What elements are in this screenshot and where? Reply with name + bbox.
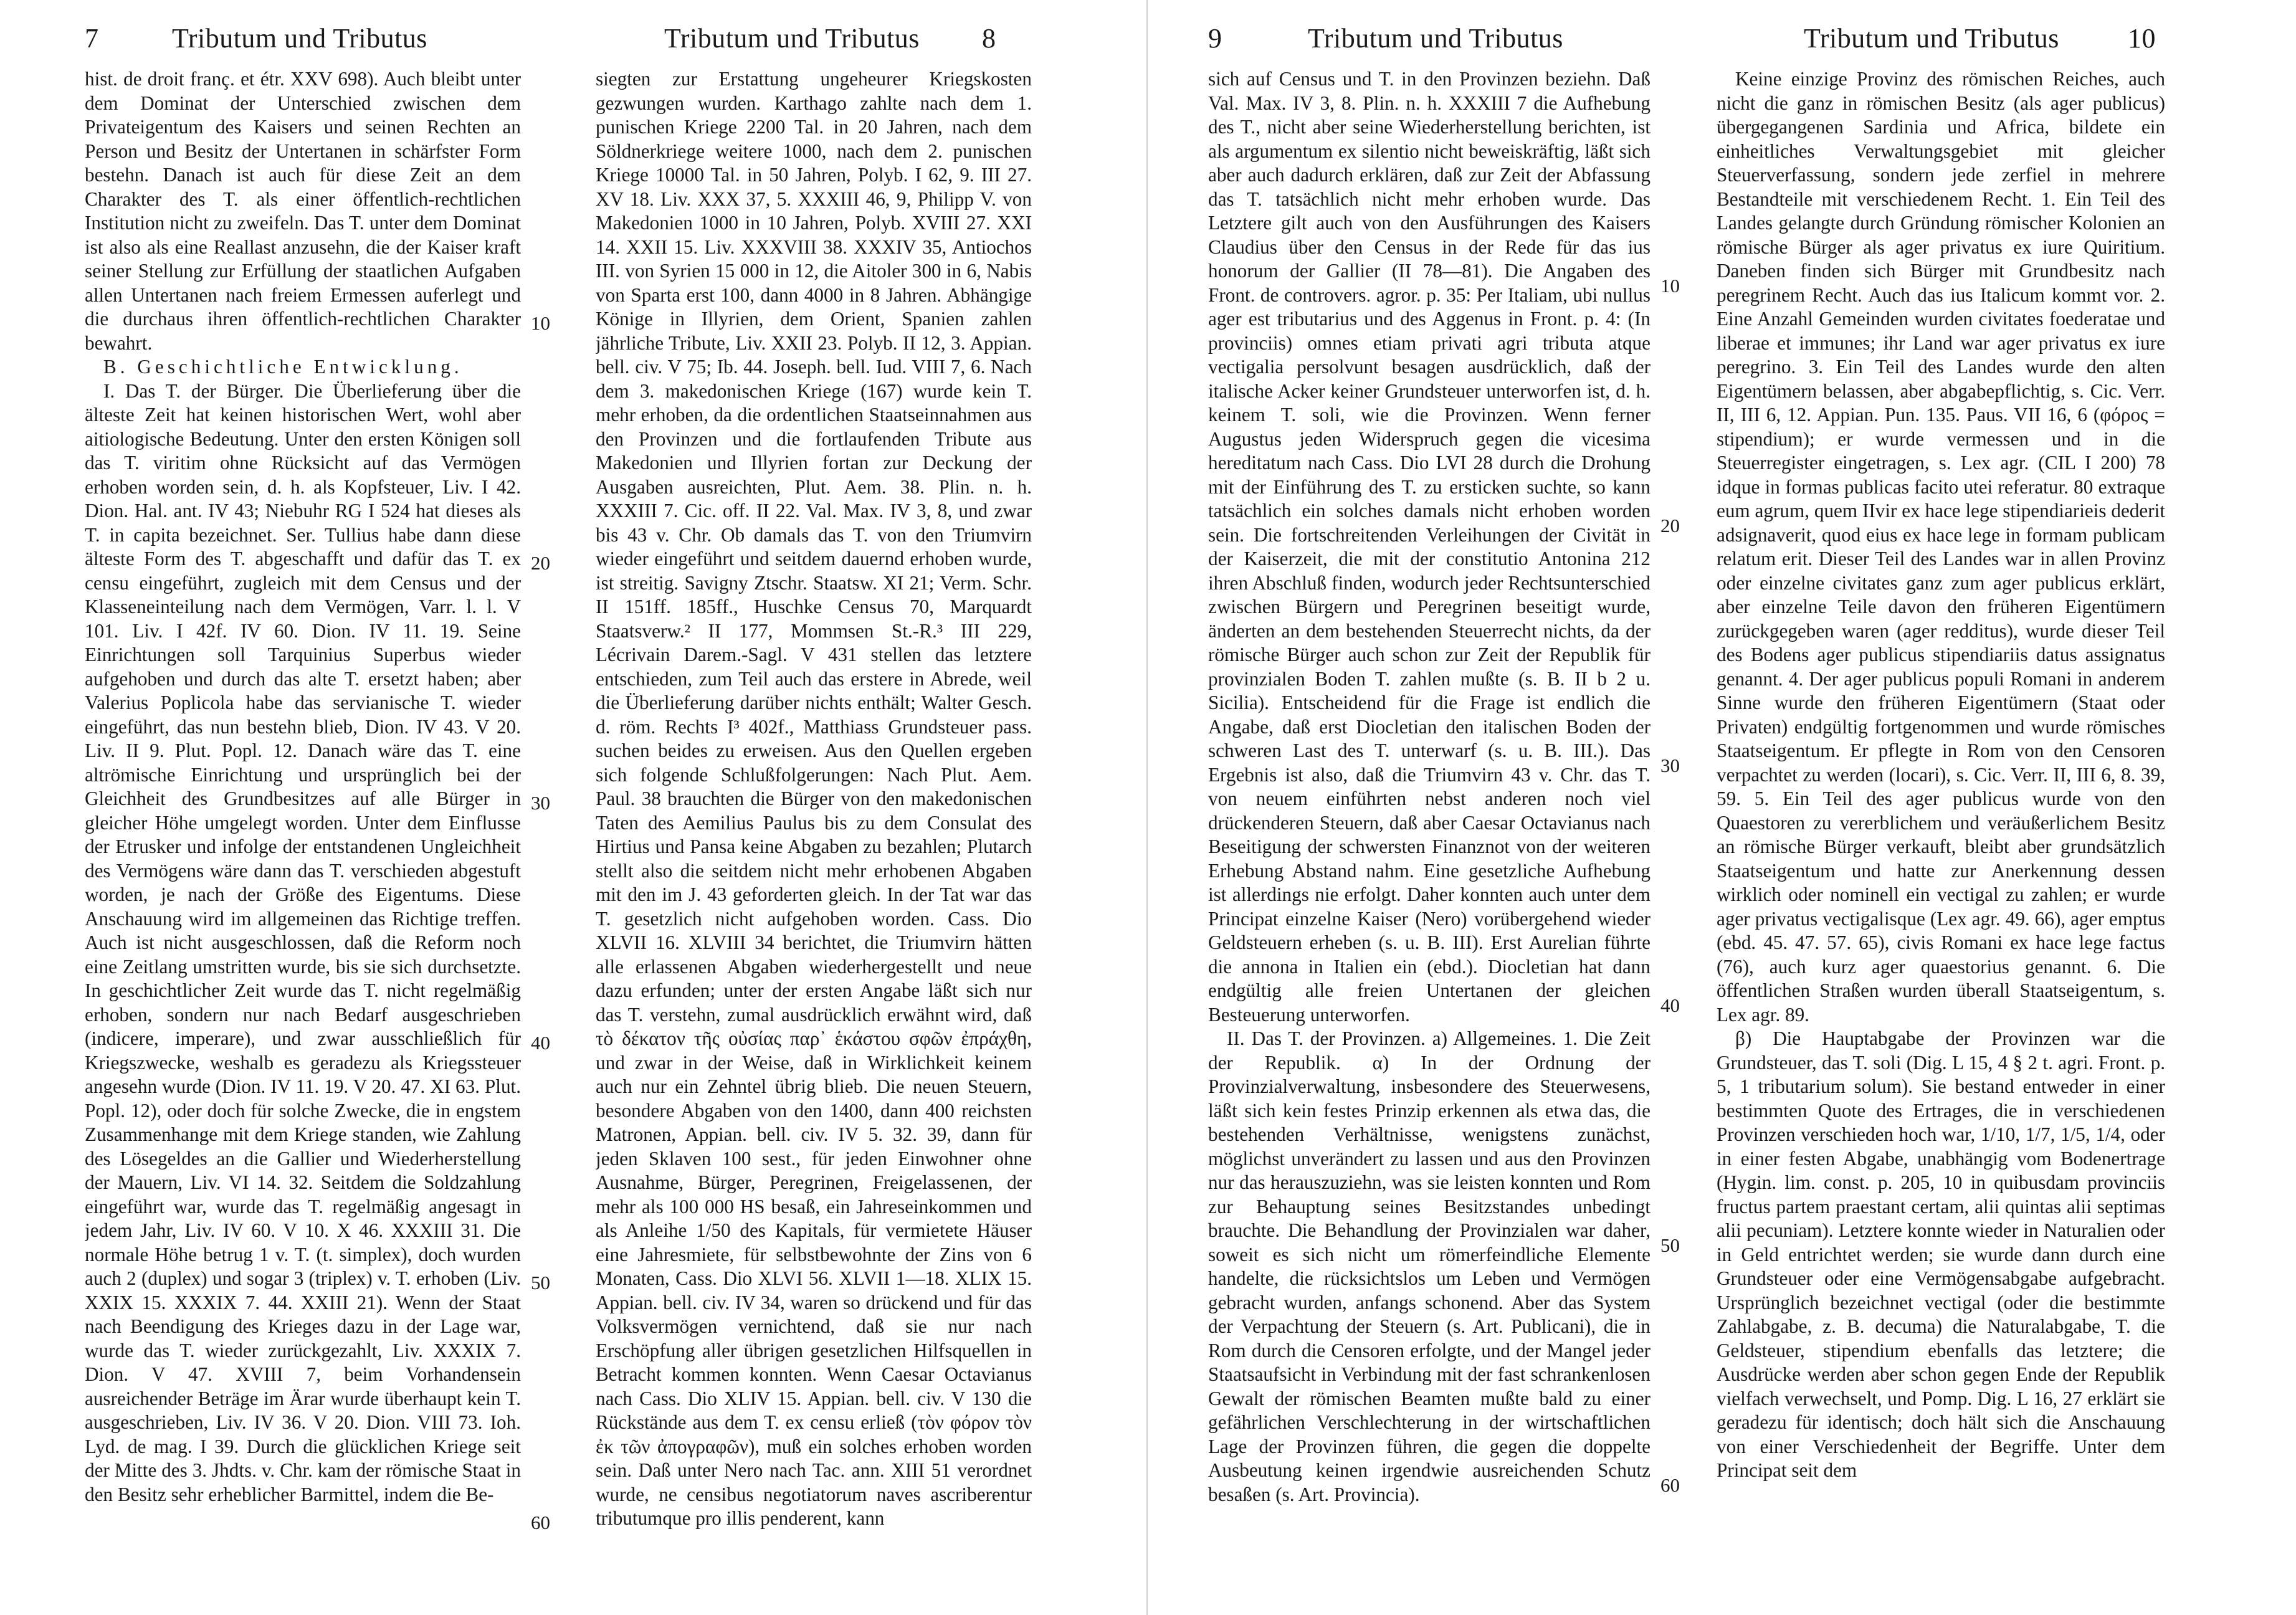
column-number: 7	[85, 23, 99, 54]
line-number: 60	[531, 1512, 550, 1533]
column-text	[1208, 67, 1651, 1603]
column-10	[1717, 0, 2165, 1615]
column-number: 10	[2128, 23, 2156, 54]
running-title: Tributum und Tributus	[1308, 23, 1563, 54]
column-header	[1208, 20, 1651, 57]
line-number: 50	[531, 1272, 550, 1293]
right-scan-page	[1148, 0, 2296, 1615]
line-number: 40	[531, 1032, 550, 1054]
paragraph: II. Das T. der Provinzen. a) Allgemeines. 1. Die Zeit der Republik. α) In der Ordnung der Provinzialverwaltung, insbesondere des Steuerwesens, läßt sich kein festes Prinzip erkennen als etwa das, die bestehenden Verhältnisse, wenigstens zunächst, möglichst unverändert zu lassen und aus den Provinzen nur das herauszuziehn, was sie leisten konnten und Rom zur Behauptung seines Besitzstandes unbedingt brauchte. Die Behandlung der Provinzialen war daher, soweit es sich nicht um römerfeindliche Elemente handelte, die rücksichtslos um Leben und Vermögen gebracht wurden, anfangs schonend. Aber das System der Verpachtung der Steuern (s. Art. Publicani), die in Rom durch die Censoren erfolgte, und der Mangel jeder Staatsaufsicht in Verbindung mit der fast schrankenlosen Gewalt der römischen Beamten mußte bald zu einer gefährlichen Verschlechterung in der wirtschaftlichen Lage der Provinzen führen, die gegen die doppelte Ausbeutung keinen irgendwie ausreichenden Schutz besaßen (s. Art. Provincia).	[1208, 1027, 1651, 1505]
paragraph: β) Die Hauptabgabe der Provinzen war die Grundsteuer, das T. soli (Dig. L 15, 4 § 2 t. agri. Front. p. 5, 1 tributarium solum). Sie bestand entweder in einer bestimmten Quote des Ertrages, die in verschiedenen Provinzen verschieden hoch war, 1/10, 1/7, 1/5, 1/4, oder in einer festen Abgabe, unabhängig vom Bodenertrage (Hygin. lim. const. p. 205, 10 in quibusdam provinciis fructus partem praestant certam, alii quintas alii septimas alii pecuniam). Letztere konnte wieder in Naturalien oder in Geld entrichtet werden; sie wurde dann durch eine Grundsteuer oder eine Vermögensabgabe aufgebracht. Ursprünglich bezeichnet vectigal (oder die bestimmte Zahlabgabe, z. B. decuma) die Naturalabgabe, T. die Geldsteuer, stipendium ebenfalls das letztere; die Ausdrücke werden aber schon gegen Ende der Republik vielfach verwechselt, und Pomp. Dig. L 16, 27 erklärt sie geradezu für identisch; doch hält sich die Anschauung von einer Verschiedenheit der Begriffe. Unter dem Principat seit dem	[1717, 1027, 2165, 1481]
paragraph: siegten zur Erstattung ungeheurer Kriegskosten gezwungen wurden. Karthago zahlte nach dem 1. punischen Kriege 2200 Tal. in 20 Jahren, nach dem Söldnerkriege weitere 1000, nach dem 2. punischen Kriege 10000 Tal. in 50 Jahren, Polyb. I 62, 9. III 27. XV 18. Liv. XXX 37, 5. XXXIII 46, 9, Philipp V. von Makedonien 1000 in 10 Jahren, Polyb. XVIII 27. XXI 14. XXII 15. Liv. XXXVIII 38. XXXIV 35, Antiochos III. von Syrien 15 000 in 12, die Aitoler 300 in 6, Nabis von Sparta erst 100, dann 4000 in 8 Jahren. Abhängige Könige in Illyrien, dem Orient, Spanien zahlen jährliche Tribute, Liv. XXII 23. Polyb. II 12, 3. Appian. bell. civ. V 75; Ib. 44. Joseph. bell. Iud. VIII 7, 6. Nach dem 3. makedonischen Kriege (167) wurde kein T. mehr erhoben, da die ordentlichen Staatseinnahmen aus den Provinzen und die fortlaufenden Tribute aus Makedonien und Illyrien fortan zur Deckung der Ausgaben ausreichten, Plut. Aem. 38. Plin. n. h. XXXIII 7. Cic. off. II 22. Val. Max. IV 3, 8, und zwar bis 43 v. Chr. Ob damals das T. von den Triumvirn wieder eingeführt und seitdem dauernd erhoben wurde, ist streitig. Savigny Ztschr. Staatsw. XI 21; Verm. Schr. II 151ff. 185ff., Huschke Census 70, Marquardt Staatsverw.² II 177, Mommsen St.-R.³ III 229, Lécrivain Darem.-Sagl. V 431 stellen das letztere entschieden, zum Teil auch das erstere in Abrede, weil die Überlieferung darüber nichts enthält; Walter Gesch. d. röm. Rechts I³ 402f., Matthiass Grundsteuer pass. suchen beides zu erweisen. Aus den Quellen ergeben sich folgende Schlußfolgerungen: Nach Plut. Aem. Paul. 38 brauchten die Bürger von den makedonischen Taten des Aemilius Paulus bis zu dem Consulat des Hirtius und Pansa keine Abgaben zu bezahlen; Plutarch stellt also die seitdem nicht mehr erhobenen Abgaben mit den im J. 43 geforderten gleich. In der Tat war das T. gesetzlich nicht aufgehoben worden. Cass. Dio XLVII 16. XLVIII 34 berichtet, die Triumvirn hätten alle erlassenen Abgaben wiederhergestellt und neue dazu erfunden; unter der ersten Angabe läßt sich nur das T. verstehn, zumal ausdrücklich erwähnt wird, daß τὸ δέκατον τῆς οὐσίας παρ᾽ ἑκάστου σφῶν ἐπράχθη, und zwar in der Weise, daß in Wirklichkeit keinem auch nur ein Zehntel übrig blieb. Die neuen Steuern, besondere Abgaben von den 1400, dann 400 reichsten Matronen, Appian. bell. civ. IV 5. 32. 39, dann für jeden Sklaven 100 sest., für jeden Einwohner ohne Ausnahme, Bürger, Peregrinen, Freigelassenen, der mehr als 100 000 HS besaß, ein Jahreseinkommen und als Anleihe 1/50 des Kapitals, für vermietete Häuser eine Jahresmiete, für selbstbewohnte der Zins von 6 Monaten, Cass. Dio XLVI 56. XLVII 1—18. XLIX 15. Appian. bell. civ. IV 34, waren so drückend und für das Volksvermögen vernichtend, daß sie nur nach Erschöpfung aller übrigen gesetzlichen Hilfsquellen in Betracht kommen konnten. Wenn Caesar Octavianus nach Cass. Dio XLIV 15. Appian. bell. civ. V 130 die Rückstände aus dem T. ex censu erließ (τὸν φόρον τὸν ἐκ τῶν ἀπογραφῶν), muß ein solches erhoben worden sein. Daß unter Nero nach Tac. ann. XIII 51 verordnet wurde, ne censibus negotiatorum naves ascriberentur tributumque pro illis penderent, kann	[596, 68, 1032, 1529]
running-title: Tributum und Tributus	[172, 23, 427, 54]
column-text	[1717, 67, 2165, 1603]
line-number: 10	[531, 312, 550, 334]
column-number: 8	[982, 23, 996, 54]
line-number: 10	[1660, 275, 1680, 297]
running-title: Tributum und Tributus	[664, 23, 920, 54]
column-text	[85, 67, 521, 1603]
paragraph: I. Das T. der Bürger. Die Überlieferung über die älteste Zeit hat keinen historischen Wert, wohl aber aitiologische Bedeutung. Unter den ersten Königen soll das T. viritim ohne Rücksicht auf das Vermögen erhoben worden sein, d. h. als Kopfsteuer, Liv. I 42. Dion. Hal. ant. IV 43; Niebuhr RG I 524 hat dieses als T. in capita bezeichnet. Ser. Tullius habe dann diese älteste Form des T. abgeschafft und dafür das T. ex censu eingeführt, zugleich mit dem Census und der Klasseneinteilung nach dem Vermögen, Varr. l. l. V 101. Liv. I 42f. IV 60. Dion. IV 11. 19. Seine Einrichtungen soll Tarquinius Superbus wieder aufgehoben und durch das alte T. ersetzt haben; aber Valerius Poplicola habe das servianische T. wieder eingeführt, das nun bestehn blieb, Dion. IV 43. V 20. Liv. II 9. Plut. Popl. 12. Danach wäre das T. eine altrömische Einrichtung und ursprünglich bei der Gleichheit des Grundbesitzes auf alle Bürger in gleicher Höhe umgelegt worden. Unter dem Einflusse der Etrusker und infolge der entstandenen Ungleichheit des Vermögens wäre dann das T. verschieden abgestuft worden, je nach der Größe des Eigentums. Diese Anschauung wird im allgemeinen das Richtige treffen. Auch ist nicht ausgeschlossen, daß die Reform noch eine Zeitlang umstritten wurde, bis sie sich durchsetzte. In geschichtlicher Zeit wurde das T. nicht regelmäßig erhoben, sondern nur nach Bedarf ausgeschrieben (indicere, imperare), und zwar ausschließlich für Kriegszwecke, weshalb es geradezu als Kriegssteuer angesehn wurde (Dion. IV 11. 19. V 20. 47. XI 63. Plut. Popl. 12), oder doch für solche Zwecke, die in engstem Zusammenhange mit dem Kriege standen, wie Zahlung des Lösegeldes an die Gallier und Wiederherstellung der Mauern, Liv. VI 14. 32. Seitdem die Soldzahlung eingeführt war, wurde das T. regelmäßig angesagt in jedem Jahr, Liv. IV 60. V 10. X 46. XXXIII 31. Die normale Höhe betrug 1 v. T. (t. simplex), doch wurden auch 2 (duplex) und sogar 3 (triplex) v. T. erhoben (Liv. XXIX 15. XXXIX 7. 44. XXIII 21). Wenn der Staat nach Beendigung des Krieges dazu in der Lage war, wurde das T. wieder zurückgezahlt, Liv. XXXIX 7. Dion. V 47. XVIII 7, beim Vorhandensein ausreichender Beträge im Ärar wurde überhaupt kein T. ausgeschrieben, Liv. IV 36. V 20. Dion. VIII 73. Ioh. Lyd. de mag. I 39. Durch die glücklichen Kriege seit der Mitte des 3. Jhdts. v. Chr. kam der römische Staat in den Besitz sehr erheblicher Barmittel, indem die Be-	[85, 379, 521, 1505]
line-number: 50	[1660, 1234, 1680, 1256]
paragraph: hist. de droit franç. et étr. XXV 698). Auch bleibt unter dem Dominat der Unterschied zwischen dem Privateigentum des Kaisers und seinen Rechten an Person und Besitz der Untertanen in schärfster Form bestehn. Danach ist auch für diese Zeit an dem Charakter des T. als einer öffentlich-rechtlichen Institution nicht zu zweifeln. Das T. unter dem Dominat ist also als eine Reallast anzusehn, die der Kaiser kraft seiner Stellung zur Erfüllung der staatlichen Aufgaben allen Untertanen nach freiem Ermessen auferlegt und die durchaus ihren öffentlich-rechtlichen Charakter bewahrt.	[85, 68, 521, 354]
line-number: 40	[1660, 994, 1680, 1016]
line-number: 20	[1660, 515, 1680, 536]
column-7	[85, 0, 521, 1615]
column-header	[596, 20, 1032, 57]
paragraph: Keine einzige Provinz des römischen Reiches, auch nicht die ganz in römischen Besitz (als ager publicus) übergegangenen Sardinia und Africa, bildete ein einheitliches Verwaltungsgebiet mit gleicher Steuerverfassung, sondern jede zerfiel in mehrere Bestandteile mit verschiedenem Recht. 1. Ein Teil des Landes gelangte durch Gründung römischer Kolonien an römische Bürger als ager privatus ex iure Quiritium. Daneben finden sich Bürger mit Grundbesitz nach peregrinem Recht. Auch das ius Italicum kommt vor. 2. Eine Anzahl Gemeinden wurden civitates foederatae und liberae et immunes; ihr Land war ager privatus ex iure peregrino. 3. Ein Teil des Landes wurde den alten Eigentümern belassen, aber abgabepflichtig, s. Cic. Verr. II, III 6, 12. Appian. Pun. 135. Paus. VII 16, 6 (φόρος = stipendium); er wurde vermessen und in die Steuerregister eingetragen, s. Lex agr. (CIL I 200) 78 idque in formas publicas facito utei referatur. 80 extraque eum agrum, quem IIvir ex hace lege stipendiarieis dederit adsignaverit, quod eius ex hace lege in formam publicam relatum erit. Dieser Teil des Landes war in allen Provinz oder einzelne civitates ganz zum ager publicus erklärt, aber einzelne Teile davon den früheren Eigentümern zurückgegeben waren (ager redditus), wurde dieser Teil des Bodens ager publicus stipendiariis datus assignatus genannt. 4. Der ager publicus populi Romani in anderem Sinne wurde den früheren Eigentümern (Staat oder Privaten) endgültig fortgenommen und wurde römisches Staatseigentum. Er pflegte in Rom von den Censoren verpachtet zu werden (locari), s. Cic. Verr. II, III 6, 8. 39, 59. 5. Ein Teil des ager publicus wurde von den Quaestoren zu vererblichem und veräußerlichem Besitz an römische Bürger verkauft, bleibt aber grundsätzlich Staatseigentum und hatte zur Anerkennung dessen wirklich oder nominell ein vectigal zu zahlen; er wurde ager privatus vectigalisque (Lex agr. 49. 66), ager emptus (ebd. 45. 47. 57. 65), civis Romani ex hace lege factus (76), auch kurz ager quaestorius genannt. 6. Die öffentlichen Straßen wurden überall Staatseigentum, s. Lex agr. 89.	[1717, 68, 2165, 1026]
column-9	[1208, 0, 1651, 1615]
column-number: 9	[1208, 23, 1222, 54]
column-text	[596, 67, 1032, 1603]
line-number: 30	[531, 792, 550, 814]
line-number: 30	[1660, 755, 1680, 776]
column-header	[85, 20, 521, 57]
line-number: 20	[531, 552, 550, 574]
column-8	[596, 0, 1032, 1615]
line-number: 60	[1660, 1474, 1680, 1496]
paragraph: sich auf Census und T. in den Provinzen beziehn. Daß Val. Max. IV 3, 8. Plin. n. h. XXXIII 7 die Aufhebung des T., nicht aber seine Wiederherstellung berichten, ist als argumentum ex silentio nicht beweiskräftig, läßt sich aber auch dadurch erklären, daß zur Zeit der Abfassung das T. tatsächlich nicht mehr erhoben wurde. Das Letztere gilt auch von den Ausführungen des Kaisers Claudius über den Census in der Rede für das ius honorum der Gallier (II 78—81). Die Angaben des Front. de controvers. agror. p. 35: Per Italiam, ubi nullus ager est tributarius und des Aggenus in Front. p. 4: (In provinciis) omnes etiam privati agri tributa atque vectigalia persolvunt besagen ausdrücklich, daß der italische Acker keiner Grundsteuer unterworfen ist, d. h. keinem T. soli, wie die Provinzen. Wenn ferner Augustus jeden Widerspruch gegen die vicesima hereditatum nach Cass. Dio LVI 28 durch die Drohung mit der Einführung des T. zu ersticken suchte, so kann tatsächlich ein solches damals nicht erhoben worden sein. Die fortschreitenden Verleihungen der Civität in der Kaiserzeit, die mit der constitutio Antonina 212 ihren Abschluß finden, wodurch jeder Rechtsunterschied zwischen Bürgern und Peregrinen beseitigt wurde, änderten an dem bestehenden Steuerrecht nichts, da der römische Bürger auch schon zur Zeit der Republik für provinzialen Boden T. zahlen mußte (s. B. II b 2 u. Sicilia). Entscheidend für die Frage ist endlich die Angabe, daß erst Diocletian den italischen Boden der schweren Last des T. unterwarf (s. u. B. III.). Das Ergebnis ist also, daß die Triumvirn 43 v. Chr. das T. von neuem einführten nebst anderen noch viel drückenderen Steuern, daß aber Caesar Octavianus nach Beseitigung der schwersten Finanznot von der weiteren Erhebung Abstand nahm. Eine gesetzliche Aufhebung ist allerdings nie erfolgt. Daher konnten auch unter dem Principat einzelne Kaiser (Nero) vorübergehend wieder Geldsteuern erheben (s. u. B. III). Erst Aurelian führte die annona in Italien ein (ebd.). Diocletian hat dann endgültig alle freien Untertanen der gleichen Besteuerung unterworfen.	[1208, 68, 1651, 1026]
column-header	[1717, 20, 2165, 57]
running-title: Tributum und Tributus	[1804, 23, 2059, 54]
section-heading: B. Geschichtliche Entwicklung.	[103, 356, 463, 378]
